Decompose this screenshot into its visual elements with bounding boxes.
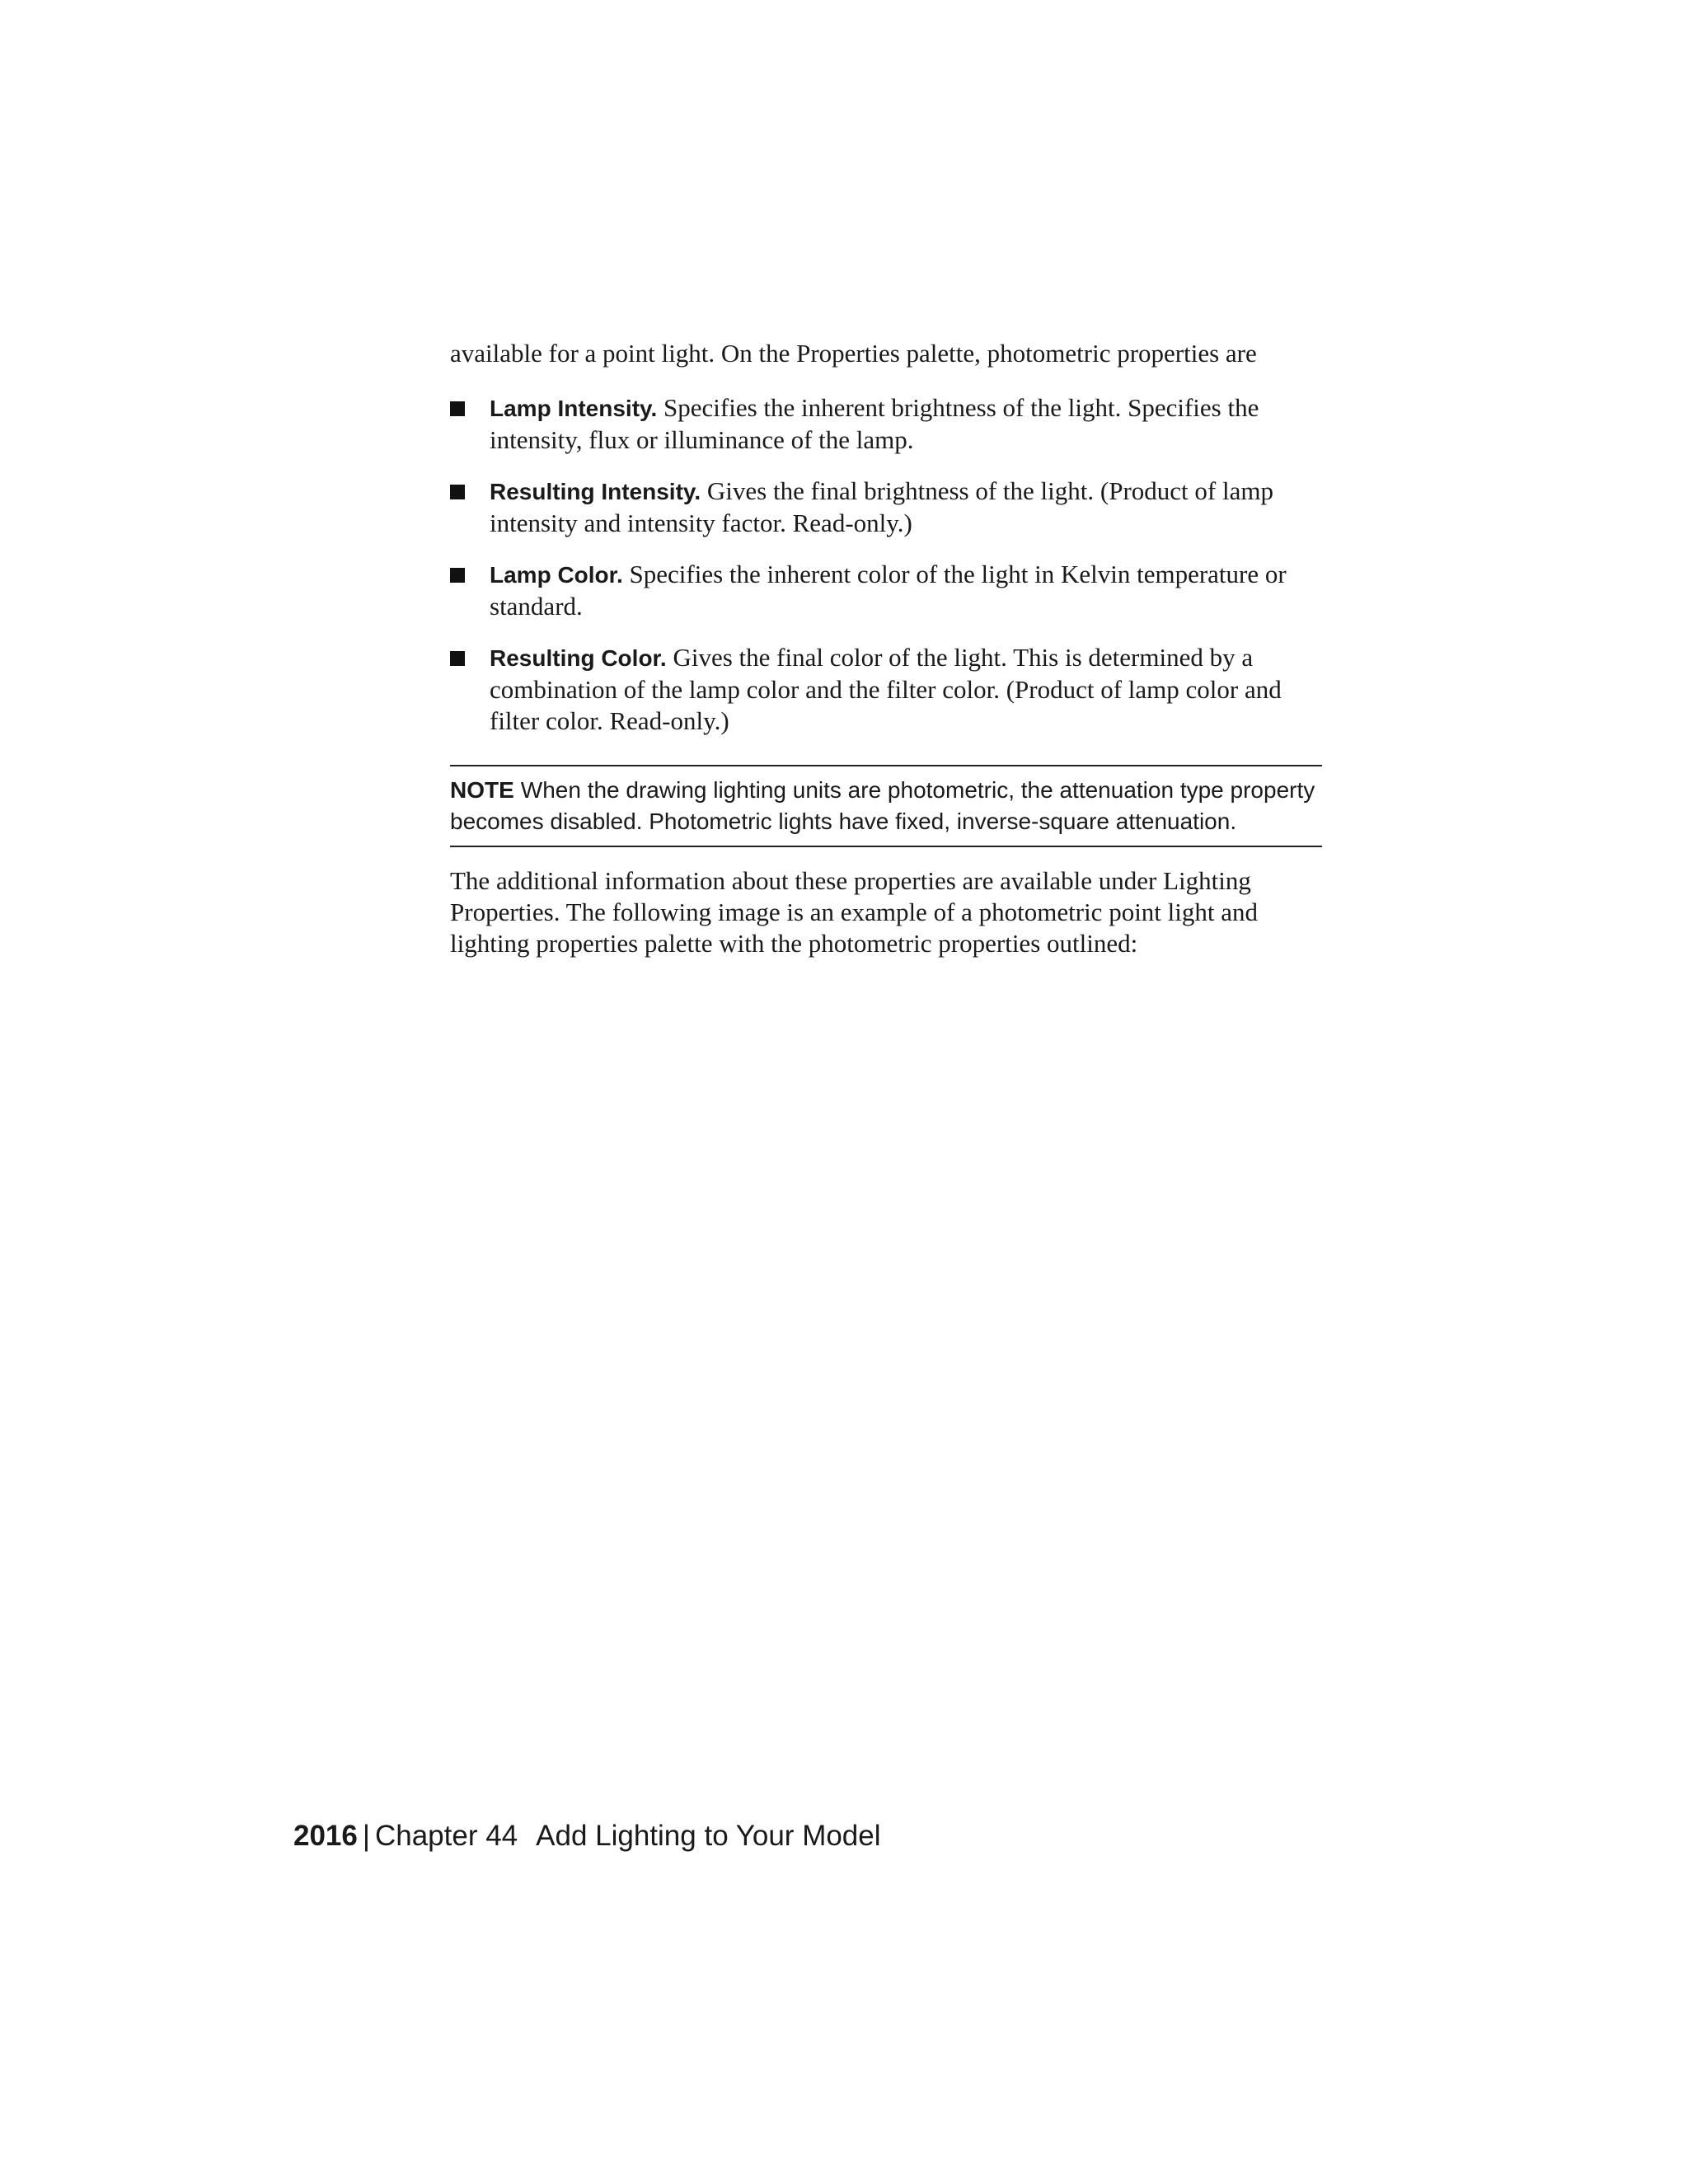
note-box bbox=[450, 765, 1322, 847]
note-text: When the drawing lighting units are photometric, the attenuation type property becomes disabled. Photometric lights have fixed, inverse-square attenuation. bbox=[450, 777, 1315, 834]
list-item-resulting-intensity bbox=[450, 476, 1322, 539]
footer-separator: | bbox=[362, 1820, 370, 1852]
property-description: Gives the final color of the light. This is determined by a combination of the lamp color and the filter color. (Product of lamp color and filter color. Read-only.) bbox=[490, 643, 1282, 735]
after-note-paragraph: The additional information about these properties are available under Lighting Properties. The following image is an example of a photometric point light and lighting properties palette with the photometric properties outlined: bbox=[450, 866, 1259, 958]
property-term: Lamp Color. bbox=[490, 562, 623, 588]
property-description: Specifies the inherent brightness of the light. Specifies the intensity, flux or illuminance of the lamp. bbox=[490, 393, 1259, 454]
property-description: Gives the final brightness of the light. (Product of lamp intensity and intensity factor. Read-only.) bbox=[490, 476, 1273, 537]
list-item-lamp-intensity bbox=[450, 392, 1322, 456]
chapter-title: Add Lighting to Your Model bbox=[536, 1820, 881, 1852]
page-footer bbox=[293, 1819, 881, 1854]
list-item-resulting-color bbox=[450, 642, 1322, 737]
square-bullet-icon bbox=[450, 401, 465, 416]
chapter-label: Chapter 44 bbox=[374, 1820, 518, 1852]
property-term: Lamp Intensity. bbox=[490, 396, 658, 421]
note-label: NOTE bbox=[450, 777, 514, 803]
list-item-lamp-color bbox=[450, 559, 1322, 622]
page-number: 2016 bbox=[293, 1820, 358, 1852]
square-bullet-icon bbox=[450, 568, 465, 583]
square-bullet-icon bbox=[450, 485, 465, 499]
square-bullet-icon bbox=[450, 651, 465, 666]
property-description: Specifies the inherent color of the light in Kelvin temperature or standard. bbox=[490, 560, 1287, 621]
intro-paragraph: available for a point light. On the Properties palette, photometric properties are bbox=[450, 339, 1257, 368]
page-body bbox=[450, 338, 1322, 959]
property-term: Resulting Intensity. bbox=[490, 479, 701, 504]
property-term: Resulting Color. bbox=[490, 645, 667, 671]
photometric-properties-list bbox=[450, 392, 1322, 737]
